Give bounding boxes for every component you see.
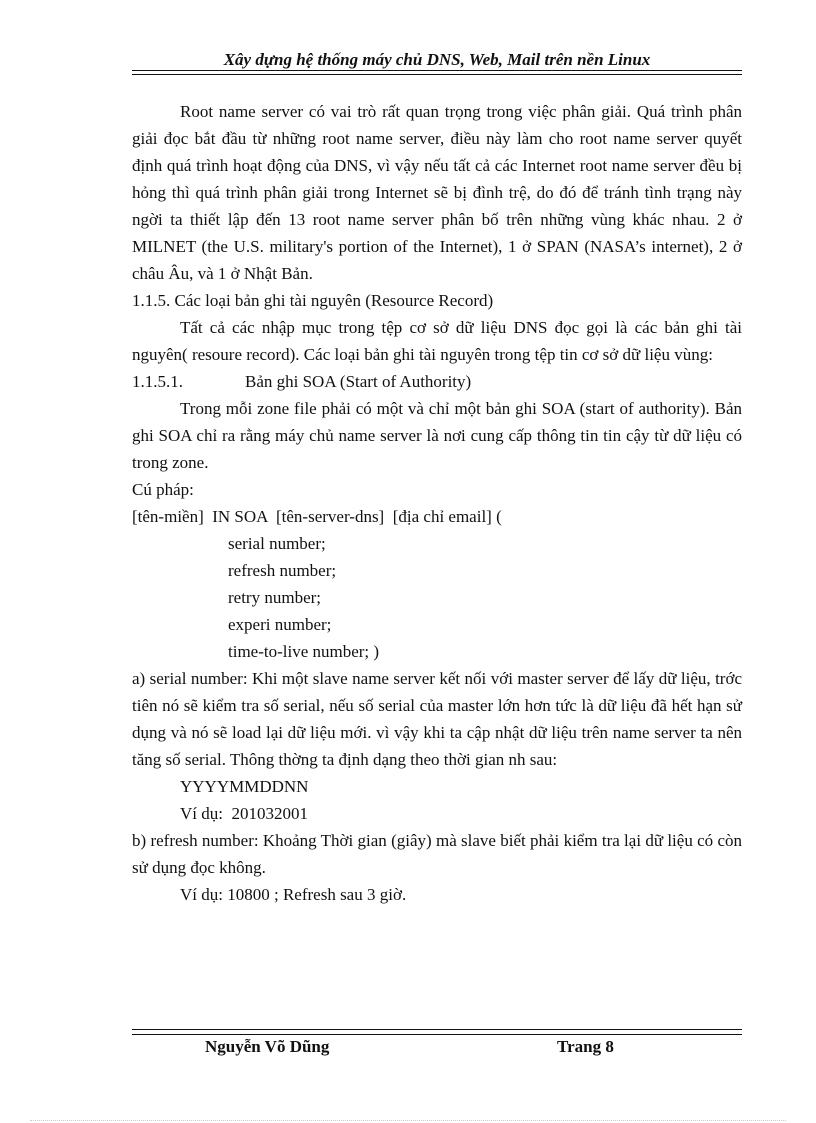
paragraph-refresh-number: b) refresh number: Khoảng Thời gian (giây) mà slave biết phải kiểm tra lại dữ liệu có còn sử dụng đọc không. [132,831,742,877]
syntax-label: Cú pháp: [132,480,194,499]
syntax-field: experi number; [228,615,332,634]
refresh-example: Ví dụ: 10800 ; Refresh sau 3 giờ. [180,885,407,904]
serial-format: YYYYMMDDNN [180,777,309,796]
footer-page-number: Trang 8 [557,1037,614,1056]
syntax-field: serial number; [228,534,326,553]
syntax-line: [tên-miền] IN SOA [tên-server-dns] [địa chỉ email] ( [132,507,502,526]
section-title: Bản ghi SOA (Start of Authority) [245,372,472,391]
section-heading-1-1-5-1 [132,368,742,395]
header-double-rule [132,70,742,75]
page-bottom-edge [30,1120,786,1121]
footer-author: Nguyễn Võ Dũng [205,1037,330,1056]
section-heading-1-1-5: 1.1.5. Các loại bản ghi tài nguyên (Resource Record) [132,291,494,310]
paragraph-root-name-server: Root name server có vai trò rất quan trọng trong việc phân giải. Quá trình phân giải đọc bắt đầu từ những root name server, điều này làm cho root name server quyết định quá trình hoạt động của DNS, vì vậy nếu tất cả các Internet root name server đều bị hỏng thì quá trình phân giải trong Internet sẽ bị đình trệ, do đó để tránh tình trạng này ngời ta thiết lập đến 13 root name server phân bố trên những vùng khác nhau. 2 ở MILNET (the U.S. military's portion of the Internet), 1 ở SPAN (NASA’s internet), 2 ở châu Âu, và 1 ở Nhật Bản. [132,102,742,283]
page-body [132,98,742,908]
syntax-field: retry number; [228,588,321,607]
syntax-field: refresh number; [228,561,337,580]
running-header-title: Xây dựng hệ thống máy chủ DNS, Web, Mail trên nền Linux [223,50,651,69]
syntax-field: time-to-live number; ) [228,642,380,661]
section-number: 1.1.5.1. [132,372,183,391]
paragraph-soa: Trong mỗi zone file phải có một và chỉ một bản ghi SOA (start of authority). Bản ghi SOA chỉ ra rằng máy chủ name server là nơi cung cấp thông tin tin cậy từ dữ liệu có trong zone. [132,399,742,472]
paragraph-serial-number: a) serial number: Khi một slave name server kết nối với master server để lấy dữ liệu, trớc tiên nó sẽ kiểm tra số serial, nếu số serial của master lớn hơn tức là dữ liệu đã hết hạn sử dụng và nó sẽ load lại dữ liệu mới. vì vậy khi ta cập nhật dữ liệu trên name server ta nên tăng số serial. Thông thờng ta định dạng theo thời gian nh sau: [132,669,742,769]
paragraph-resource-records: Tất cả các nhập mục trong tệp cơ sở dữ liệu DNS đọc gọi là các bản ghi tài nguyên( resoure record). Các loại bản ghi tài nguyên trong tệp tin cơ sở dữ liệu vùng: [132,318,742,364]
footer-double-rule [132,1029,742,1035]
serial-example: Ví dụ: 201032001 [180,804,308,823]
